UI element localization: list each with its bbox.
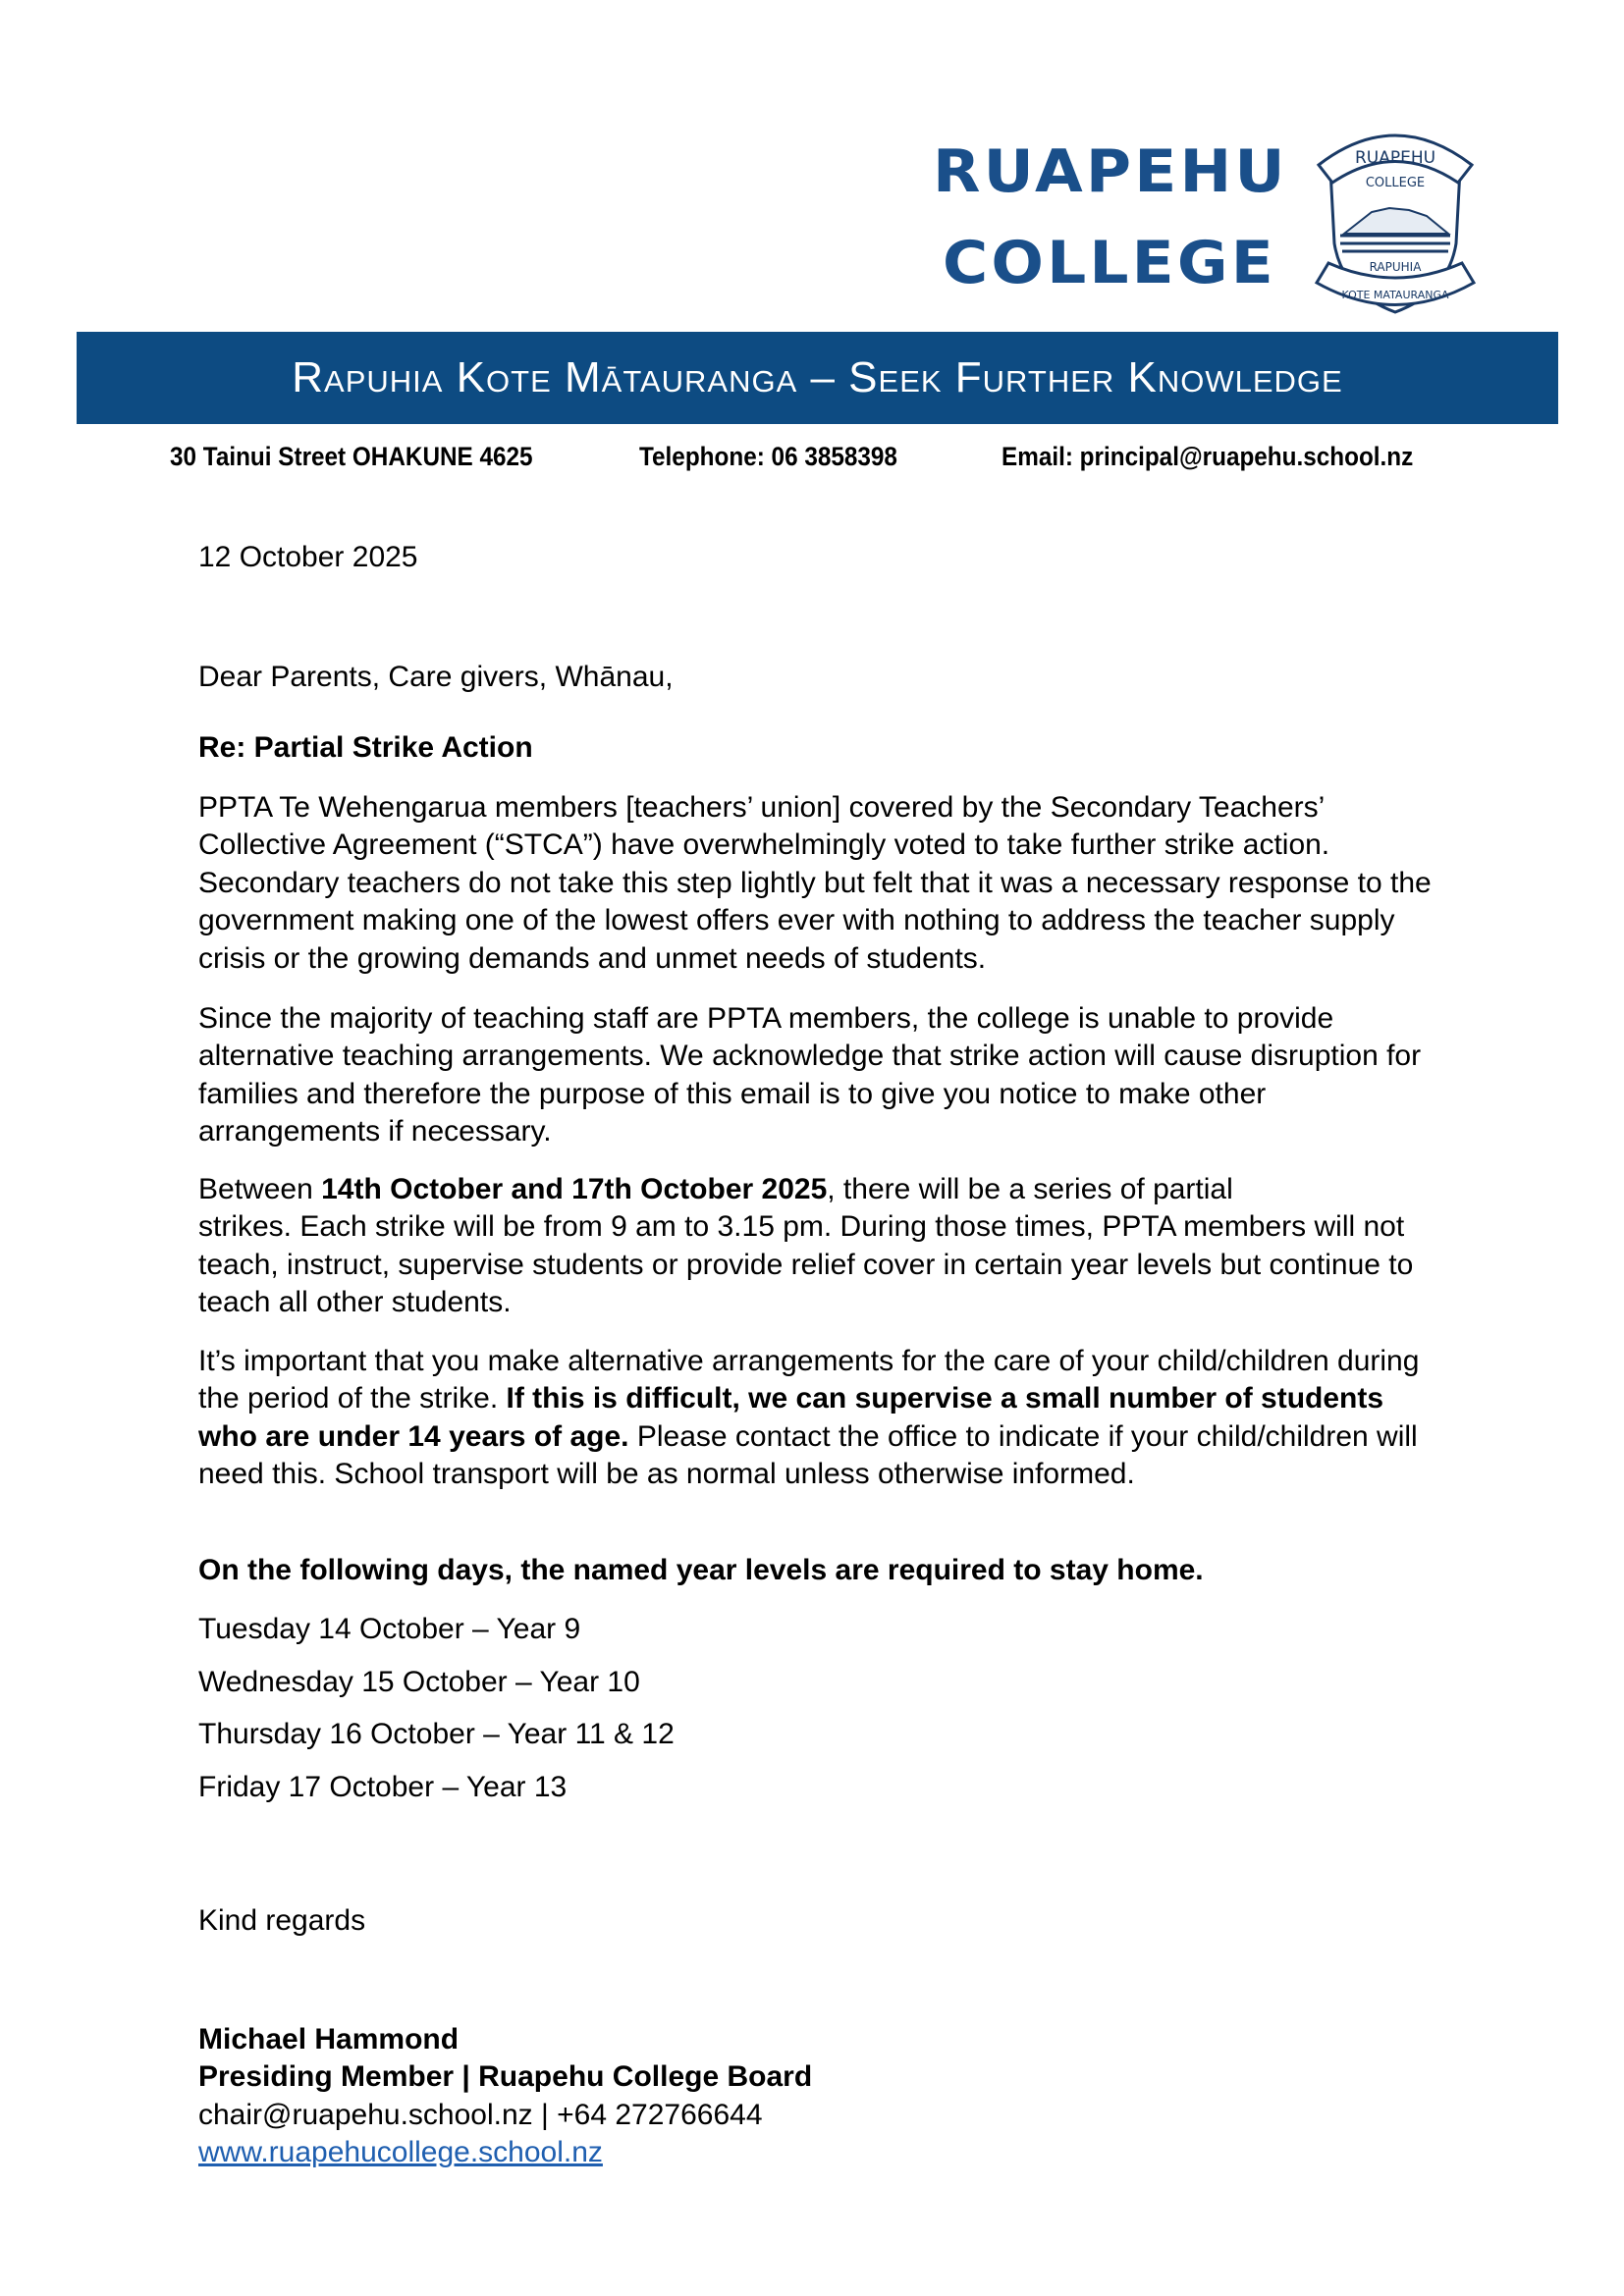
p4-post: Please contact the office to indicate if your child/children will need this. School transport will be as normal unless otherwise informed. [198,1419,1418,1491]
school-address: 30 Tainui Street OHAKUNE 4625 [170,442,533,471]
paragraph-1: PPTA Te Wehengarua members [teachers’ union] covered by the Secondary Teachers’ Collective Agreement (“STCA”) have overwhelmingly voted to take further strike action. Secondary teachers do not take this step lightly but felt that it was a necessary response to the government making one of the lowest offers ever with nothing to address the teacher supply crisis or the growing demands and unmet needs of students. [198,791,1432,975]
svg-text:COLLEGE: COLLEGE [1365,176,1426,190]
signatory-role: Presiding Member | Ruapehu College Board [198,2060,813,2094]
college-name-line2: COLLEGE [943,229,1276,297]
signatory-contact: chair@ruapehu.school.nz | +64 272766644 [198,2098,763,2131]
svg-text:KOTE MATAURANGA: KOTE MATAURANGA [1341,289,1449,301]
p4-supervision-note: If this is difficult, we can supervise a small number of students who are under 14 years of age. [198,1382,1384,1453]
day-item: Tuesday 14 October – Year 9 [198,1613,581,1645]
salutation: Dear Parents, Care givers, Whānau, [198,661,674,693]
day-item: Thursday 16 October – Year 11 & 12 [198,1718,675,1750]
p3-strike-dates: 14th October and 17th October 2025 [321,1173,828,1205]
college-name-line1: RUAPEHU [933,137,1288,206]
motto-text: Rapuhia Kote Mātauranga – Seek Further Knowledge [292,353,1343,401]
p3-rest: strikes. Each strike will be from 9 am to 3.15 pm. During those times, PPTA members will not teach, instruct, supervise students or provide relief cover in certain year levels but continue to teach all other students. [198,1210,1414,1319]
signature-block [198,2021,1435,2172]
svg-text:RUAPEHU: RUAPEHU [1354,148,1436,168]
paragraph-2: Since the majority of teaching staff are PPTA members, the college is unable to provide alternative teaching arrangements. We acknowledge that strike action will cause disruption for families and therefore the purpose of this email is to give you notice to make other arrangements if necessary. [198,1002,1422,1148]
days-heading: On the following days, the named year levels are required to stay home. [198,1554,1204,1586]
signatory-name: Michael Hammond [198,2023,460,2056]
paragraph-4 [198,1343,1435,1494]
subject-line: Re: Partial Strike Action [198,731,533,764]
motto-banner [77,332,1558,424]
paragraph-3 [198,1171,1435,1322]
day-item: Friday 17 October – Year 13 [198,1771,568,1803]
closing: Kind regards [198,1904,366,1937]
p3-post: , there will be a series of partial [827,1173,1233,1205]
college-crest-logo [1311,126,1480,317]
letter-date: 12 October 2025 [198,541,418,573]
p3-pre: Between [198,1173,322,1205]
school-email: Email: principal@ruapehu.school.nz [1001,442,1414,471]
school-telephone: Telephone: 06 3858398 [639,442,897,471]
svg-text:RAPUHIA: RAPUHIA [1369,260,1422,274]
website-link[interactable]: www.ruapehucollege.school.nz [198,2136,603,2169]
p4-pre: It’s important that you make alternative arrangements for the care of your child/children during the period of the strike. [198,1345,1420,1415]
day-item: Wednesday 15 October – Year 10 [198,1666,640,1698]
